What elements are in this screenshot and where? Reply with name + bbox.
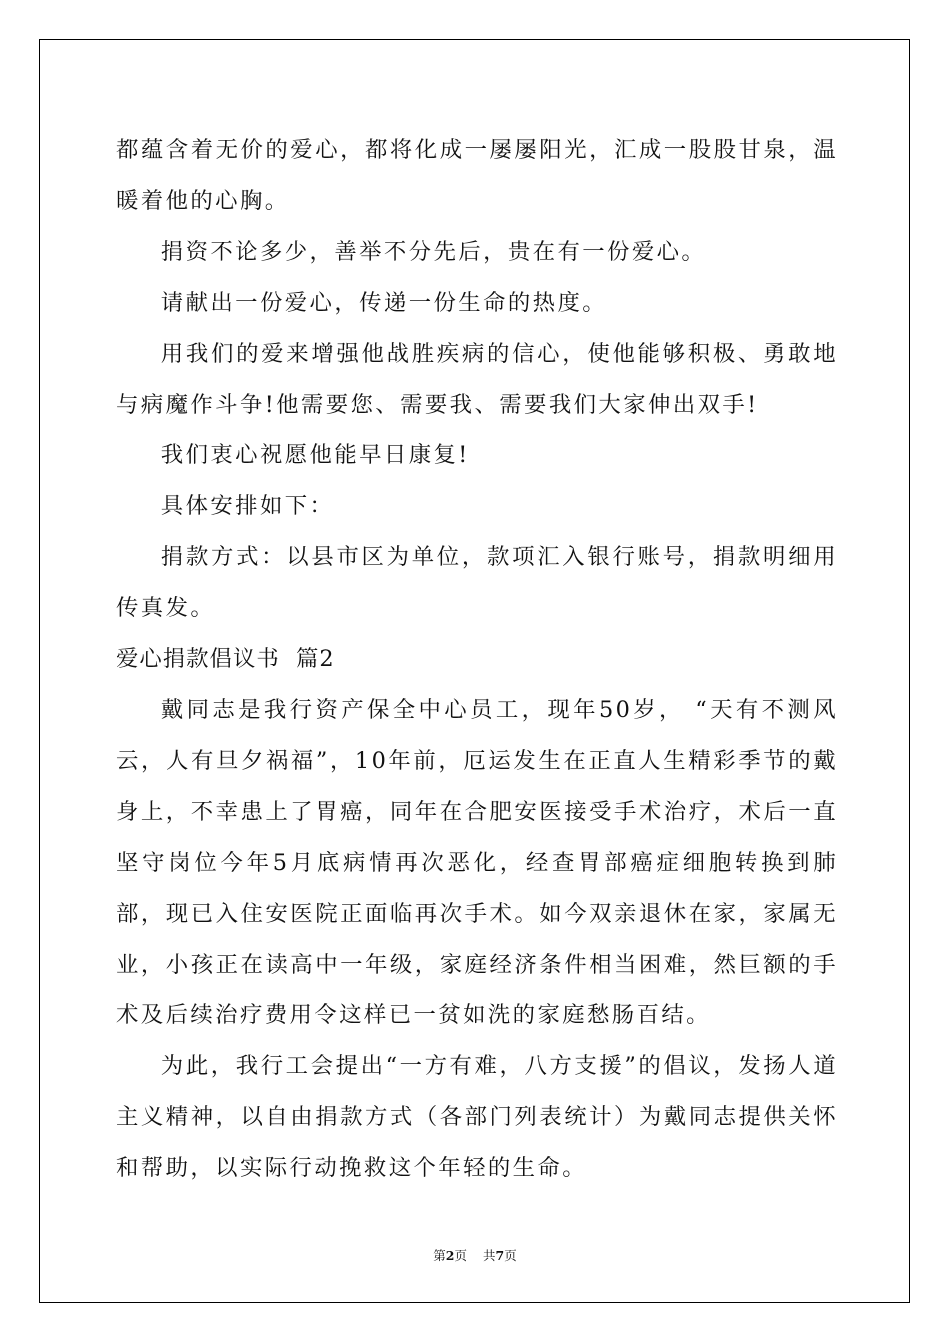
paragraph: 捐款方式：以县市区为单位，款项汇入银行账号，捐款明细用传真发。: [116, 544, 838, 622]
paragraph: 为此，我行工会提出“一方有难，八方支援”的倡议，发扬人道主义精神，以自由捐款方式（各部门列表统计）为戴同志提供关怀和帮助，以实际行动挽救这个年轻的生命。: [116, 1053, 838, 1182]
paragraph: 具体安排如下：: [160, 493, 335, 520]
current-page: 2: [445, 1248, 455, 1263]
paragraph: 戴同志是我行资产保全中心员工，现年50岁， “天有不测风云，人有旦夕祸福”，10年前，厄运发生在正直人生精彩季节的戴身上，不幸患上了胃癌，同年在合肥安医接受手术治疗，术后一直坚守岗位今年5月底病情再次恶化，经查胃部癌症细胞转换到肺部，现已入住安医院正面临再次手术。如今双亲退休在家，家属无业，小孩正在读高中一年级，家庭经济条件相当困难，然巨额的手术及后续治疗费用令这样已一贫如洗的家庭愁肠百结。: [116, 696, 838, 1029]
total-prefix: 共: [483, 1248, 496, 1263]
total-count: 7: [495, 1248, 505, 1263]
section-heading: 爱心捐款倡议书 篇2: [116, 646, 335, 673]
total-pages: [483, 1248, 517, 1263]
page-suffix: 页: [454, 1248, 467, 1263]
paragraph: 用我们的爱来增强他战胜疾病的信心，使他能够积极、勇敢地与病魔作斗争!他需要您、需要我、需要我们大家伸出双手!: [116, 340, 838, 418]
page-footer: [0, 1246, 950, 1264]
document-body: [116, 125, 838, 1194]
paragraph: 我们衷心祝愿他能早日康复!: [160, 442, 470, 469]
paragraph: 都蕴含着无价的爱心，都将化成一屡屡阳光，汇成一股股甘泉，温暖着他的心胸。: [116, 137, 838, 214]
total-suffix: 页: [504, 1248, 517, 1263]
page-prefix: 第: [433, 1248, 446, 1263]
page-number: [433, 1248, 467, 1263]
paragraph: 请献出一份爱心，传递一份生命的热度。: [160, 289, 608, 316]
paragraph: 捐资不论多少，善举不分先后，贵在有一份爱心。: [160, 238, 707, 265]
